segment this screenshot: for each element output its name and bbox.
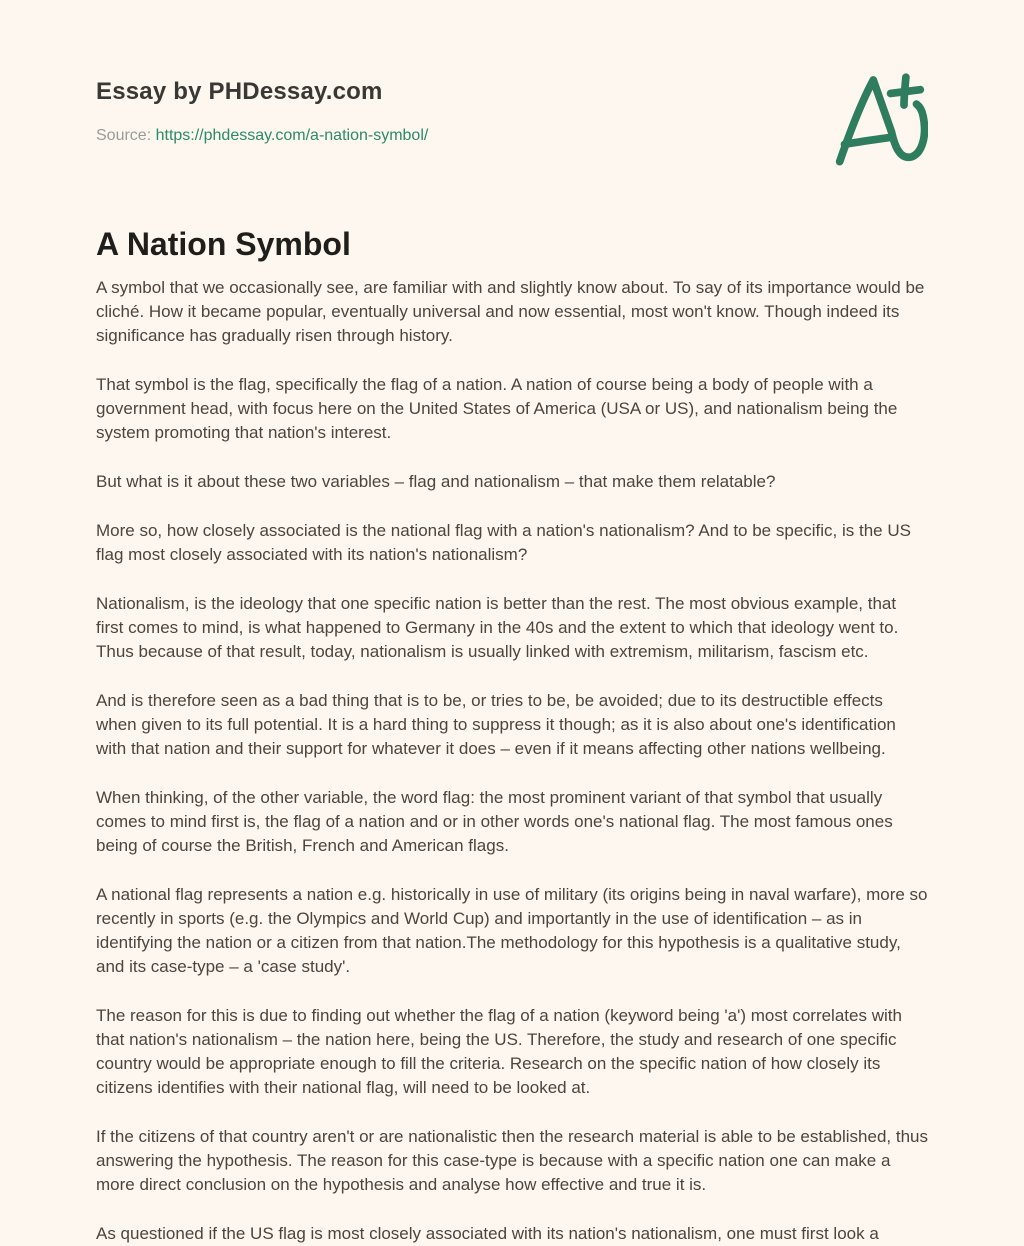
essay-paragraph: If the citizens of that country aren't or are nationalistic then the research material is able to be established, thus answering the hypothesis. The reason for this case-type is because with a specific nation one can make a more direct conclusion on the hypothesis and analyse how effective and true it is. bbox=[96, 1127, 928, 1194]
essay-paragraph: A symbol that we occasionally see, are familiar with and slightly know about. To say of its importance would be cliché. How it became popular, eventually universal and now essential, most won't know. Though indeed its significance has gradually risen through history. bbox=[96, 278, 925, 345]
essay-paragraph: And is therefore seen as a bad thing that is to be, or tries to be, be avoided; due to its destructible effects when given to its full potential. It is a hard thing to suppress it though; as it is also about one's identification with that nation and their support for whatever it does – even if it means affecting other nations wellbeing. bbox=[96, 691, 896, 758]
essay-paragraph: A national flag represents a nation e.g. historically in use of military (its origins being in naval warfare), more so recently in sports (e.g. the Olympics and World Cup) and importantly in the use of identification – as in identifying the nation or a citizen from that nation.The methodology for this hypothesis is a qualitative study, and its case-type – a 'case study'. bbox=[96, 885, 928, 976]
source-label: Source: bbox=[96, 127, 152, 144]
site-title: Essay by PHDessay.com bbox=[96, 78, 383, 105]
essay-paragraph: When thinking, of the other variable, the word flag: the most prominent variant of that symbol that usually comes to mind first is, the flag of a nation and or in other words one's national flag. The most famous ones being of course the British, French and American flags. bbox=[96, 788, 893, 855]
a-plus-logo-icon bbox=[832, 66, 928, 168]
essay-paragraph: The reason for this is due to finding out whether the flag of a nation (keyword being 'a') most correlates with that nation's nationalism – the nation here, being the US. Therefore, the study and research of one specific country would be appropriate enough to fill the criteria. Research on the specific nation of how closely its citizens identifies with their national flag, will need to be looked at. bbox=[96, 1006, 902, 1097]
essay-body bbox=[96, 224, 928, 1246]
source-line bbox=[96, 124, 928, 148]
essay-paragraph: That symbol is the flag, specifically the flag of a nation. A nation of course being a body of people with a government head, with focus here on the United States of America (USA or US), and nationalism being the system promoting that nation's interest. bbox=[96, 375, 898, 442]
essay-paragraph: More so, how closely associated is the national flag with a nation's nationalism? And to be specific, is the US flag most closely associated with its nation's nationalism? bbox=[96, 521, 911, 564]
article-title: A Nation Symbol bbox=[96, 226, 351, 262]
essay-paragraph: Nationalism, is the ideology that one specific nation is better than the rest. The most obvious example, that first comes to mind, is what happened to Germany in the 40s and the extent to which that ideology went to. Thus because of that result, today, nationalism is usually linked with extremism, militarism, fascism etc. bbox=[96, 594, 899, 661]
page-header bbox=[96, 78, 928, 148]
source-link[interactable]: https://phdessay.com/a-nation-symbol/ bbox=[155, 127, 429, 144]
essay-paragraph: As questioned if the US flag is most closely associated with its nation's nationalism, one must first look a bbox=[96, 1224, 879, 1243]
essay-paragraph: But what is it about these two variables – flag and nationalism – that make them relatable? bbox=[96, 472, 776, 491]
phdessay-logo bbox=[832, 66, 928, 168]
